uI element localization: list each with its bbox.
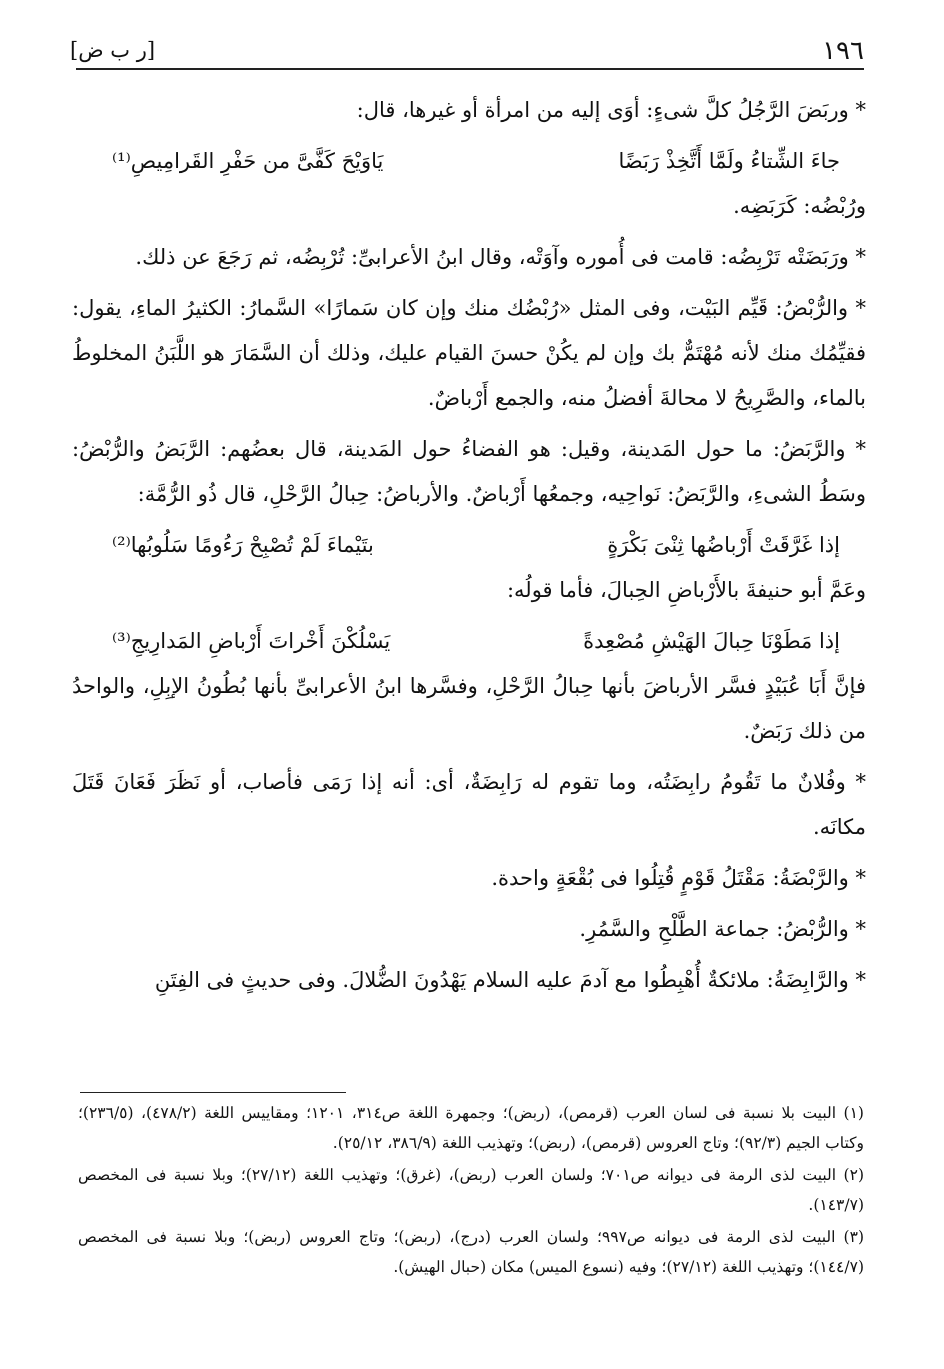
main-text xyxy=(72,88,866,1009)
page-header xyxy=(70,32,864,72)
footnote-3: (٣) البيت لذى الرمة فى ديوانه ص٩٩٧؛ ولسان العرب (درج)، (ربض)؛ وتاج العروس (ربض)؛ وبلا نسبة فى المخصص (١٤٤/٧)؛ وتهذيب اللغة (٢٧/١٢)؛ وفيه (نسوع الميس) مكان (حبال الهيش). xyxy=(78,1228,864,1276)
entry-paragraph: * والرَّابِضَةُ: ملائكةٌ أُهْبِطُوا مع آدمَ عليه السلام يَهْدُونَ الضُّلالَ. وفى حديثٍ فى الفِتَنِ xyxy=(154,968,866,992)
footnotes xyxy=(78,1098,864,1284)
entry-paragraph: * ورَبَضَتْه تَرْبِضُه: قامت فى أُموره وآوَتْه، وقال ابنُ الأعرابىِّ: تُرْبِضُه، ثم رَجَعَ عن ذلك. xyxy=(135,245,866,269)
root-heading: [ر ب ض] xyxy=(70,38,156,62)
verse-line xyxy=(72,139,866,184)
entry-paragraph: * وربَضَ الرَّجُلُ كلَّ شىءٍ: أوَى إليه من امرأة أو غيرها، قال: xyxy=(356,98,866,122)
footnote-1: (١) البيت بلا نسبة فى لسان العرب (قرمص)، (ربض)؛ وجمهرة اللغة ص٣١٤، ١٢٠١؛ ومقاييس اللغة (٤٧٨/٢)، (٢٣٦/٥)؛ وكتاب الجيم (٩٢/٣)؛ وتاج العروس (قرمص)، (ربض)؛ وتهذيب اللغة (٣٨٦/٩، ٢٥/١٢). xyxy=(78,1104,864,1152)
footnote-rule xyxy=(80,1092,346,1093)
verse-hemistich-first: جاءَ الشِّتاءُ ولَمَّا أَتَّخِذْ رَبَضًا xyxy=(618,149,840,173)
verse-line xyxy=(72,523,866,568)
entry-paragraph: * وفُلانٌ ما تَقُومُ رابِضَتُه، وما تقوم له رَابِضَةٌ، أى: أنه إذا رَمَى فأصاب، أو نَظَرَ فَعَانَ قَتَلَ مكانَه. xyxy=(72,770,866,839)
verse-line xyxy=(72,619,866,664)
entry-paragraph: * والرَّبْضَةُ: مَقْتَلُ قَوْمٍ قُتِلُوا فى بُقْعَةٍ واحدة. xyxy=(491,866,866,890)
entry-paragraph: * والرَّبَضُ: ما حول المَدينة، وقيل: هو الفضاءُ حول المَدينة، قال بعضُهم: الرَّبَضُ والرُّبْضُ: وسَطُ الشىءِ، والرَّبَضُ: نَواحِيه، وجمعُها أَرْباضٌ. والأرباضُ: حِبالُ الرَّحْلِ، قال ذُو الرُّمَّة: xyxy=(72,437,866,506)
verse-hemistich-first: إذا مَطَوْنَا حِبالَ الهَيْشِ مُصْعِدةً xyxy=(583,629,840,653)
entry-paragraph: وعَمَّ أبو حنيفةَ بالأَرْباضِ الحِبالَ، فأما قولُه: xyxy=(506,578,866,602)
verse-hemistich-first: إذا غَرَّقَتْ أَرْباضُها ثِنْىَ بَكْرَةٍ xyxy=(607,533,840,557)
page-number: ١٩٦ xyxy=(822,36,864,66)
verse-hemistich-second: يَاوَيْحَ كَفَّىَّ من حَفْرِ القَرامِيصِ⁽¹⁾ xyxy=(112,149,384,173)
entry-paragraph: فإنَّ أَبَا عُبَيْدٍ فسَّر الأرباضَ بأنها حِبالُ الرَّحْلِ، وفسَّرها ابنُ الأعرابىِّ بأنها بُطُونُ الإبِلِ، والواحدُ من ذلك رَبَضٌ. xyxy=(72,674,866,743)
verse-hemistich-second: يَسْلُكْنَ أَخْراتَ أَرْباضِ المَدارِيجِ⁽³⁾ xyxy=(112,629,391,653)
entry-paragraph: * والرُّبْضُ: جماعة الطَّلْحِ والسَّمُرِ. xyxy=(579,917,866,941)
entry-paragraph: * والرُّبْضُ: قَيِّم البَيْت، وفى المثل «رُبْضُك منك وإن كان سَمارًا» السَّمارُ: الكثيرُ الماءِ، يقول: فقيِّمُك منك لأنه مُهْتَمٌّ بك وإن لم يكُنْ حسنَ القيام عليك، وذلك أن السَّمَارَ هو اللَّبَنُ المخلوطُ بالماء، والصَّرِيحُ لا محالةَ أفضلُ منه، والجمع أَرْباضٌ. xyxy=(72,296,866,410)
entry-paragraph: ورُبْضُه: كَرَبَضِه. xyxy=(733,194,866,218)
footnote-2: (٢) البيت لذى الرمة فى ديوانه ص٧٠١؛ ولسان العرب (ربض)، (غرق)؛ وتهذيب اللغة (٢٧/١٢)؛ وبلا نسبة فى المخصص (١٤٣/٧). xyxy=(78,1166,864,1214)
verse-hemistich-second: بتَيْماءَ لَمْ تُصْبِحْ رَءُومًا سَلُوبُها⁽²⁾ xyxy=(112,533,374,557)
header-rule xyxy=(76,68,864,70)
